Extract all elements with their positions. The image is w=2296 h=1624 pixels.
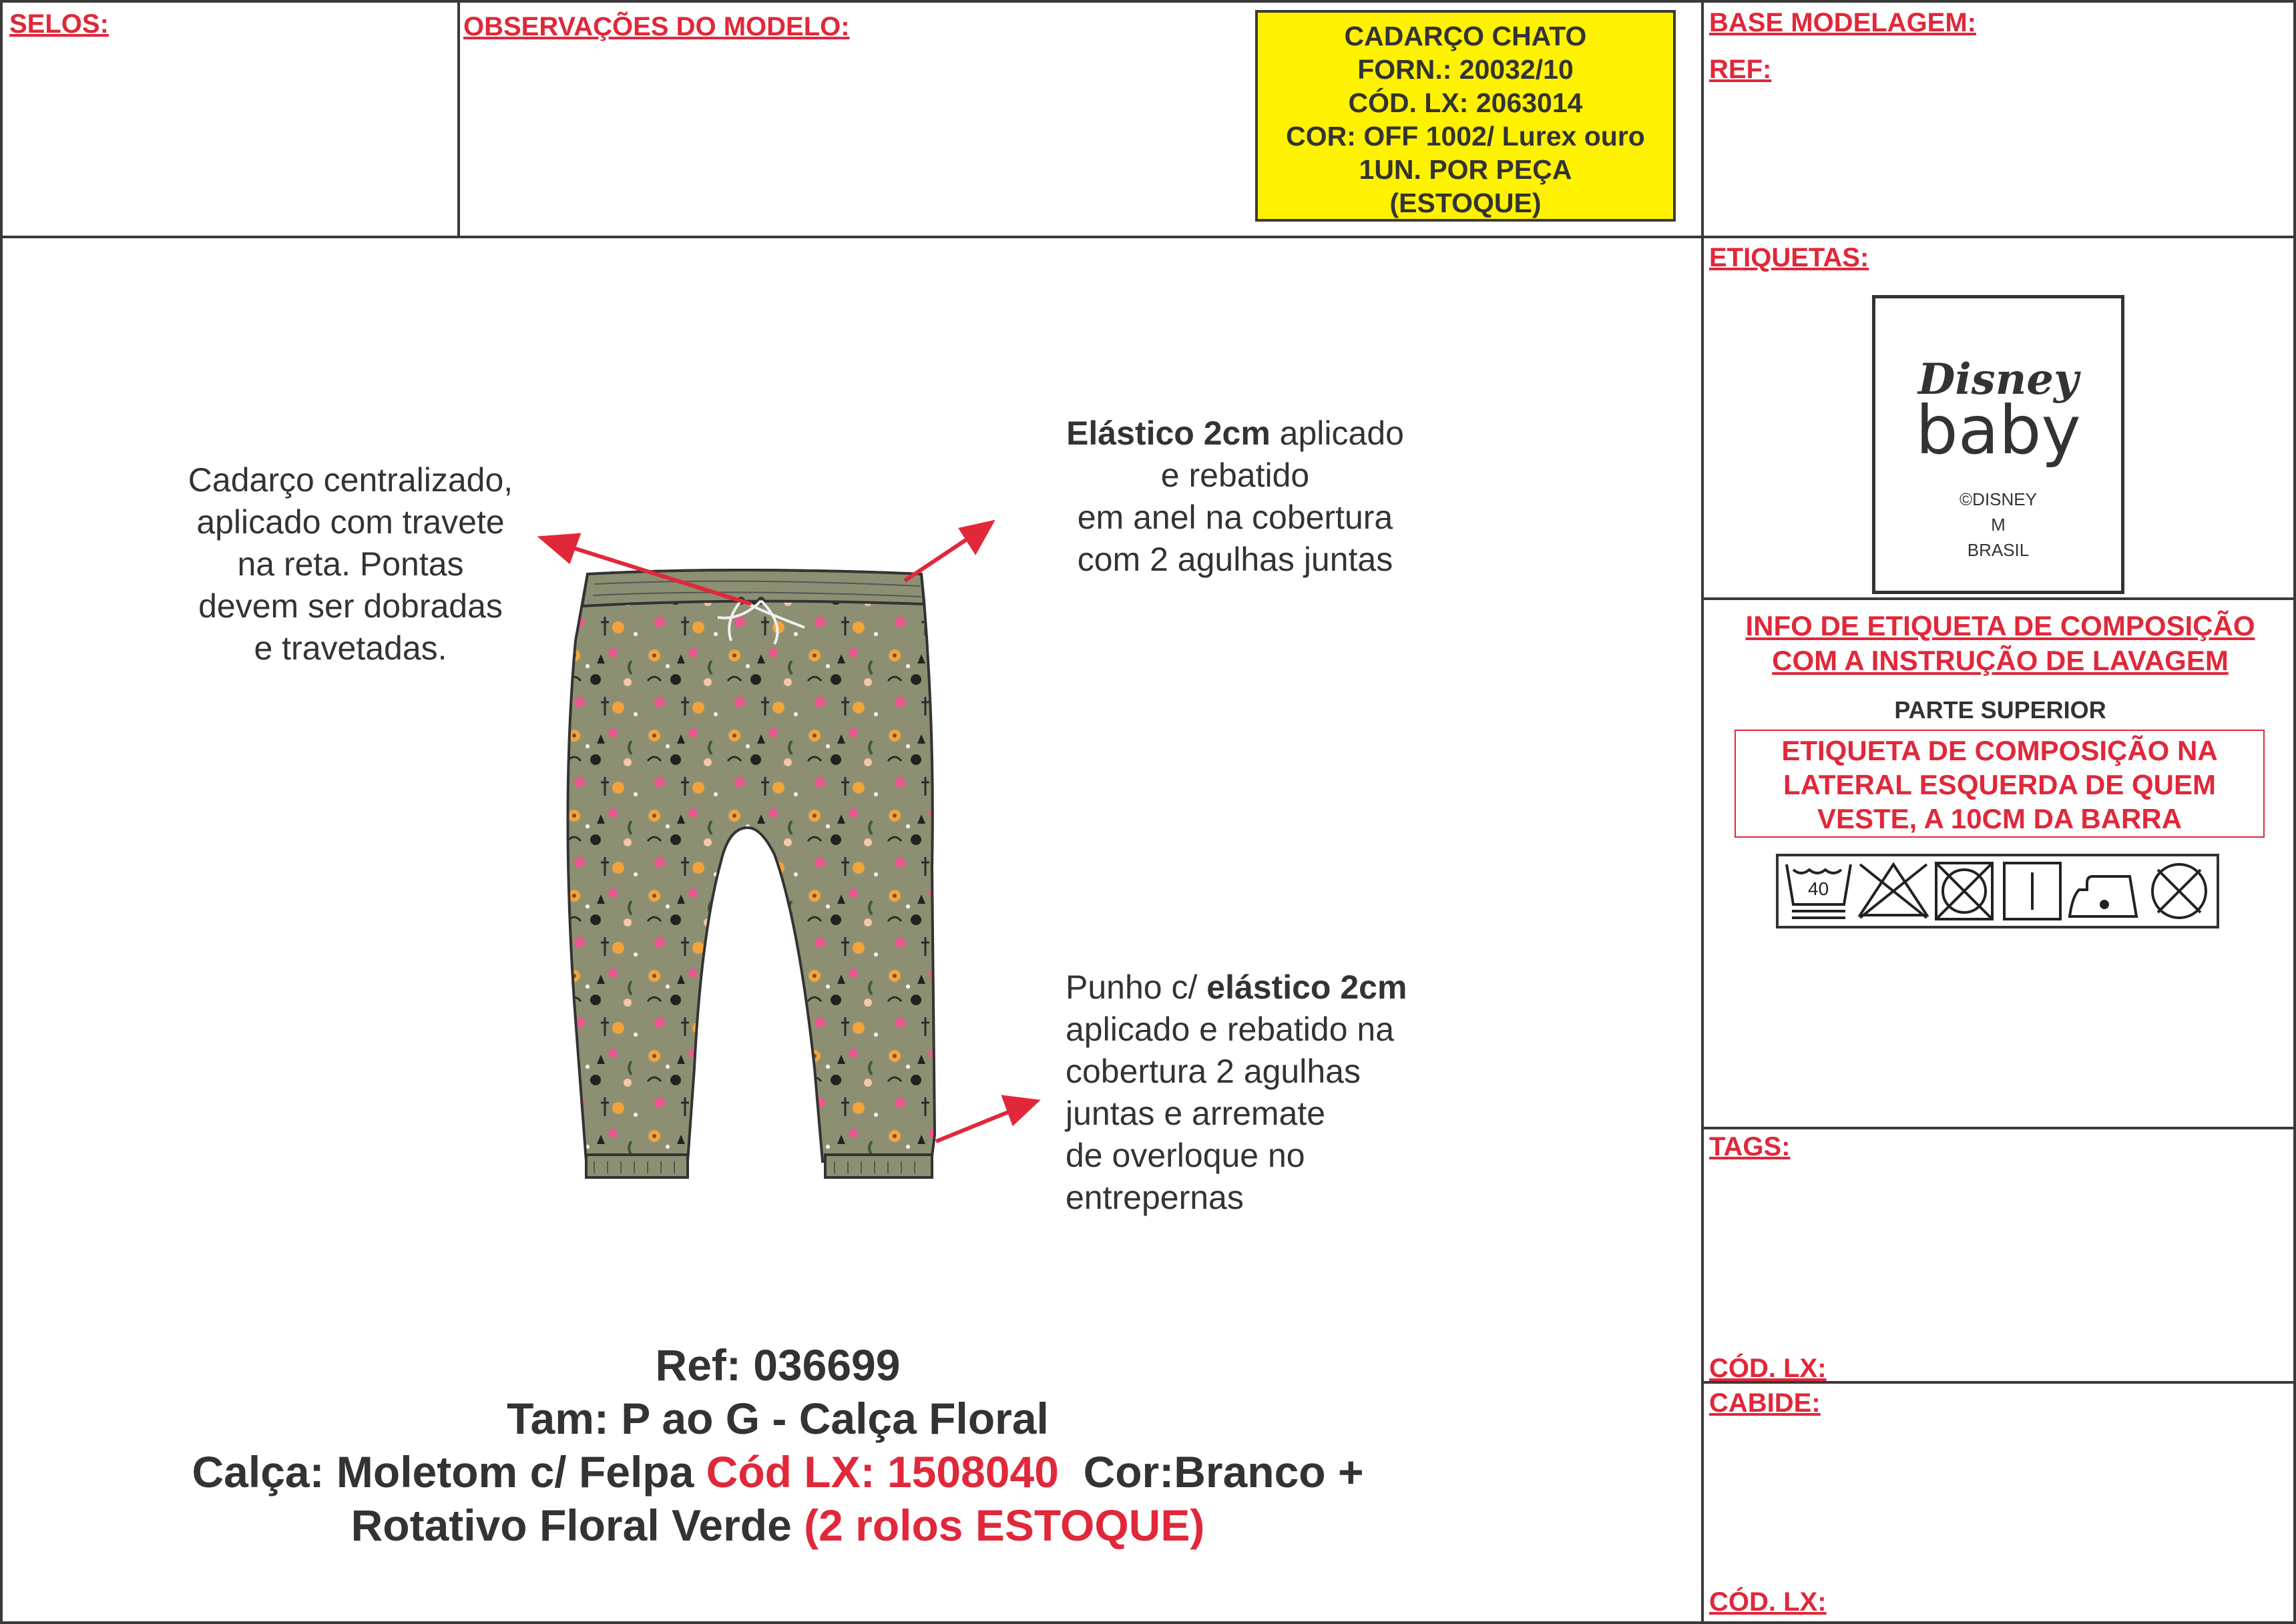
tags-cod-lx-label: CÓD. LX: (1709, 1354, 1827, 1383)
wash-40-icon (1787, 864, 1851, 918)
disney-logo: Disney (1917, 354, 2079, 404)
no-dry-clean-icon (2152, 864, 2206, 918)
pants-body (567, 570, 935, 1161)
cadarco-spec-line: FORN.: 20032/10 (1357, 54, 1574, 85)
iron-low-icon (2070, 876, 2136, 916)
label-country: BRASIL (1967, 540, 2030, 560)
cadarco-spec-line: CÓD. LX: 2063014 (1348, 87, 1583, 118)
cabide-label: CABIDE: (1709, 1388, 1821, 1418)
composicao-instruction-box: ETIQUETA DE COMPOSIÇÃO NA LATERAL ESQUERDA DE QUEM VESTE, A 10CM DA BARRA (1735, 730, 2265, 838)
cadarco-spec-line: COR: OFF 1002/ Lurex ouro (1286, 121, 1645, 152)
annotation-cadarco: Cadarço centralizado, aplicado com travete na reta. Pontas devem ser dobradas e travetadas. (188, 461, 513, 667)
product-fabric: Calça: Moletom c/ Felpa Cód LX: 1508040 Cor:Branco + (192, 1447, 1364, 1497)
cadarco-spec-line: CADARÇO CHATO (1344, 21, 1587, 51)
product-description (67, 1338, 1489, 1552)
annotation-elastico-cintura: Elástico 2cm aplicado e rebatido em anel na cobertura com 2 agulhas juntas (1066, 415, 1404, 578)
info-etiqueta-title: INFO DE ETIQUETA DE COMPOSIÇÃO COM A INSTRUÇÃO DE LAVAGEM (1745, 610, 2255, 676)
label-size: M (1991, 515, 2006, 535)
care-symbols-strip (1776, 854, 2219, 928)
parte-superior-label: PARTE SUPERIOR (1894, 696, 2106, 724)
cabide-cod-lx-label: CÓD. LX: (1709, 1587, 1827, 1617)
no-bleach-icon (1860, 864, 1927, 918)
brand-label-tag (1872, 295, 2124, 594)
tags-label: TAGS: (1709, 1132, 1791, 1161)
cadarco-spec-line: (ESTOQUE) (1389, 188, 1542, 218)
product-ref: Ref: 036699 (655, 1340, 901, 1390)
svg-text:40: 40 (1808, 878, 1829, 899)
label-copyright: ©DISNEY (1960, 489, 2037, 509)
annotation-punho: Punho c/ elástico 2cm aplicado e rebatido na cobertura 2 agulhas juntas e arremate de overloque no entrepernas (1066, 969, 1407, 1216)
product-print: Rotativo Floral Verde (2 rolos ESTOQUE) (351, 1501, 1205, 1550)
product-size: Tam: P ao G - Calça Floral (507, 1394, 1049, 1443)
observacoes-label: OBSERVAÇÕES DO MODELO: (463, 12, 850, 41)
baby-logo: baby (1915, 391, 2081, 469)
cadarco-spec-line: 1UN. POR PEÇA (1359, 154, 1572, 185)
base-modelagem-label: BASE MODELAGEM: (1709, 8, 1976, 37)
line-dry-icon (2004, 863, 2060, 919)
selos-label: SELOS: (9, 9, 109, 39)
etiquetas-label: ETIQUETAS: (1709, 243, 1869, 272)
ref-label: REF: (1709, 55, 1772, 84)
no-tumble-dry-icon (1936, 863, 1992, 919)
